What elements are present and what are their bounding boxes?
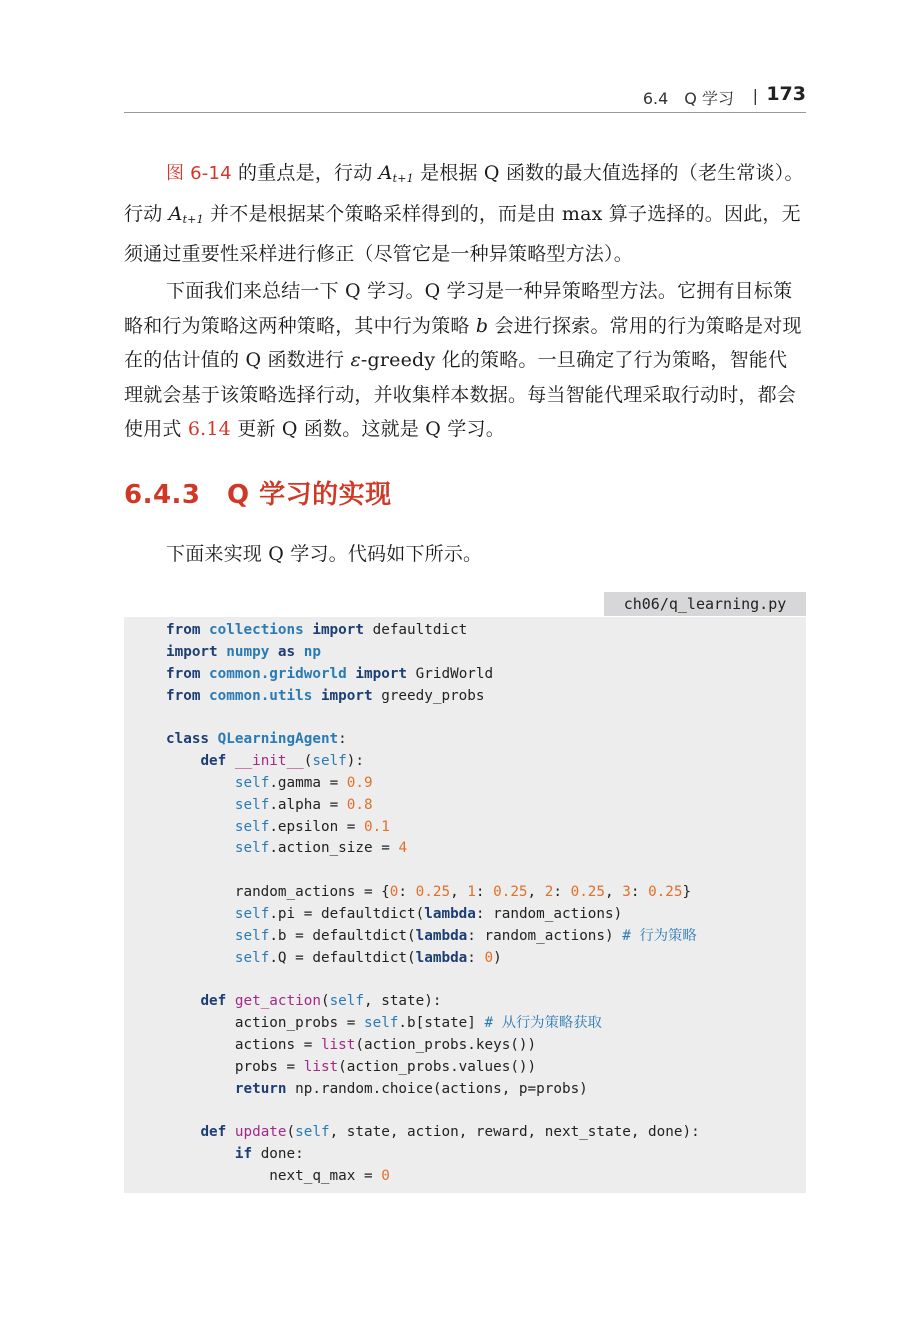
keyword: from — [166, 687, 201, 704]
self-token: self — [295, 1124, 330, 1141]
self-token: self — [234, 796, 270, 813]
math-subscript: t+1 — [182, 212, 204, 226]
code-text: , — [527, 884, 545, 901]
number-literal: 0.25 — [493, 884, 528, 901]
code-text: : — [630, 884, 649, 901]
text: 更新 Q 函数。这就是 Q 学习。 — [230, 418, 505, 440]
header-section-title: 6.4 Q 学习 — [642, 89, 734, 108]
code-line — [166, 775, 373, 791]
code-text: .epsilon = — [269, 818, 364, 835]
figure-reference-link[interactable]: 图 6-14 — [166, 163, 232, 184]
paragraph-2 — [124, 274, 806, 447]
number-literal: 0 — [389, 884, 399, 901]
code-text — [166, 928, 235, 944]
code-line — [166, 731, 347, 747]
function-name: list — [320, 1037, 356, 1054]
code-text: ( — [320, 993, 330, 1010]
code-text — [166, 950, 235, 966]
code-text — [312, 688, 321, 704]
function-name: update — [234, 1124, 287, 1141]
code-text — [200, 666, 209, 682]
text: 并不是根据某个策略采样得到的，而是由 max 算子选择的。因此，无须通过重要性采样进行修正（尽管它是一种异策略型方法）。 — [124, 202, 801, 265]
code-text — [166, 840, 235, 856]
code-line — [166, 928, 697, 944]
keyword: return — [234, 1080, 287, 1097]
number-literal: 0.25 — [415, 884, 451, 901]
paragraph-1 — [124, 156, 806, 272]
code-text — [166, 906, 235, 922]
number-literal: 0.9 — [346, 774, 373, 791]
keyword: def — [200, 753, 227, 770]
code-text: probs = — [166, 1058, 304, 1075]
keyword: from — [166, 665, 201, 682]
code-text — [269, 644, 278, 660]
code-text: .pi = defaultdict( — [269, 905, 425, 922]
code-filename-tab: ch06/q_learning.py — [604, 592, 806, 616]
text: 下面我们来总结一下 Q 学习。Q 学习是一种异策略型方法。它拥有目标策略和行为策略这两种策略，其中行为策略 — [124, 280, 793, 337]
code-text — [226, 993, 235, 1009]
code-text — [166, 993, 200, 1009]
self-token: self — [234, 905, 270, 922]
code-text: : random_actions) — [467, 927, 623, 944]
code-text: } — [682, 884, 692, 901]
code-text: GridWorld — [407, 665, 494, 682]
class-name: QLearningAgent — [217, 731, 339, 748]
text: -greedy 化的策略。一旦确定了行为策略，智能代理就会基于该策略选择行动，并收集样本数据。每当智能代理采取行动时，都会使用式 — [124, 349, 797, 440]
code-line — [166, 753, 364, 769]
code-line — [166, 666, 493, 682]
equation-reference-link[interactable]: 6.14 — [187, 418, 231, 440]
module-name: collections — [209, 622, 304, 638]
code-text: .b = defaultdict( — [269, 927, 416, 944]
code-text: .action_size = — [269, 840, 399, 857]
code-text — [166, 1146, 235, 1162]
code-text: : random_actions) — [475, 905, 623, 922]
code-text — [209, 731, 218, 747]
code-line — [166, 1015, 602, 1031]
keyword: lambda — [415, 949, 468, 966]
code-text — [166, 753, 200, 769]
text: 会进行探索。常用的行为策略是对现在的估计值的 Q 函数进行 — [124, 314, 802, 371]
keyword: lambda — [424, 905, 476, 922]
text: 的重点是，行动 — [231, 162, 379, 184]
code-line — [166, 993, 441, 1009]
code-text: .gamma = — [269, 774, 347, 791]
code-text: (action_probs.values()) — [338, 1058, 537, 1075]
code-line — [166, 1081, 588, 1097]
code-text: random_actions = { — [166, 884, 390, 901]
module-name: common.gridworld — [209, 665, 347, 682]
number-literal: 0.8 — [346, 796, 373, 813]
code-text — [166, 1081, 235, 1097]
code-text: ) — [493, 949, 502, 966]
code-text — [295, 644, 304, 660]
math-variable: A — [168, 202, 183, 225]
code-line — [166, 644, 321, 660]
code-text: , state): — [364, 993, 442, 1010]
code-text: , — [450, 884, 468, 901]
code-line — [166, 906, 622, 922]
number-literal: 0.25 — [648, 884, 683, 901]
self-token: self — [312, 753, 347, 770]
code-line — [166, 950, 502, 966]
self-token: self — [234, 818, 270, 835]
module-name: np — [303, 643, 321, 660]
math-subscript: t+1 — [392, 172, 414, 185]
code-text: : — [398, 884, 416, 901]
code-text: np.random.choice(actions, p=probs) — [286, 1080, 588, 1097]
header-separator: | — [752, 86, 758, 105]
code-text — [166, 797, 235, 813]
code-line — [166, 688, 485, 704]
math-variable: b — [475, 314, 489, 337]
code-text — [226, 1124, 235, 1140]
code-text: , — [605, 884, 623, 901]
keyword: def — [200, 993, 227, 1010]
self-token: self — [234, 774, 270, 791]
code-line — [166, 1146, 304, 1162]
intro-paragraph: 下面来实现 Q 学习。代码如下所示。 — [166, 543, 483, 565]
number-literal: 4 — [398, 840, 408, 857]
module-name: common.utils — [209, 687, 313, 704]
code-line — [166, 797, 373, 813]
number-literal: 0.1 — [364, 818, 390, 835]
code-line — [166, 622, 467, 638]
keyword: import — [320, 687, 373, 704]
code-text: next_q_max = — [166, 1168, 382, 1185]
code-line — [166, 1124, 700, 1140]
code-comment: # 行为策略 — [622, 927, 697, 944]
keyword: lambda — [415, 927, 468, 944]
code-text: greedy_probs — [372, 687, 485, 704]
code-line — [166, 1168, 390, 1184]
page-number: 173 — [766, 83, 806, 105]
keyword: as — [277, 643, 296, 660]
code-text: (action_probs.keys()) — [355, 1037, 537, 1054]
code-text: , state, action, reward, next_state, done): — [329, 1124, 700, 1141]
code-comment: # 从行为策略获取 — [484, 1015, 602, 1032]
code-line — [166, 819, 390, 835]
number-literal: 1 — [467, 884, 476, 901]
code-text — [166, 1124, 200, 1140]
number-literal: 3 — [622, 884, 631, 901]
keyword: if — [234, 1146, 253, 1163]
code-text: : — [467, 949, 485, 966]
code-line — [166, 1059, 536, 1075]
code-text: .b[state] — [398, 1015, 485, 1032]
code-text — [200, 622, 209, 638]
keyword: import — [166, 643, 218, 660]
number-literal: 2 — [544, 884, 554, 901]
function-name: get_action — [234, 993, 321, 1010]
code-text: ): — [346, 753, 365, 770]
function-name: __init__ — [234, 753, 304, 770]
function-name: list — [303, 1058, 339, 1075]
code-text: done: — [252, 1146, 304, 1163]
code-text: : — [553, 884, 571, 901]
keyword: def — [200, 1124, 227, 1141]
code-text: action_probs = — [166, 1015, 364, 1032]
code-text — [226, 753, 235, 769]
text: 是根据 Q 函数的最大值选择的（老生常谈）。行动 — [124, 162, 804, 225]
number-literal: 0 — [484, 949, 494, 966]
code-text: ( — [286, 1124, 296, 1141]
code-text — [218, 644, 227, 660]
self-token: self — [329, 993, 364, 1010]
module-name: numpy — [226, 643, 270, 660]
code-text: actions = — [166, 1037, 321, 1054]
self-token: self — [363, 1015, 399, 1032]
math-variable: A — [378, 162, 393, 184]
code-text — [166, 819, 235, 835]
section-heading: 6.4.3 Q 学习的实现 — [124, 480, 392, 510]
self-token: self — [234, 840, 270, 857]
code-text: defaultdict — [364, 622, 468, 638]
code-text — [166, 775, 235, 791]
keyword: import — [355, 665, 408, 682]
self-token: self — [234, 949, 270, 966]
code-text: : — [338, 731, 347, 748]
self-token: self — [234, 927, 270, 944]
code-text — [200, 688, 209, 704]
code-line — [166, 1037, 536, 1053]
code-line — [166, 840, 407, 856]
code-text: : — [475, 884, 494, 901]
running-header — [124, 80, 806, 113]
keyword: from — [166, 622, 201, 638]
code-line — [166, 884, 691, 900]
keyword: import — [312, 622, 364, 638]
code-text: .alpha = — [269, 796, 347, 813]
code-listing — [166, 620, 700, 1188]
code-text: ( — [303, 753, 313, 770]
number-literal: 0.25 — [570, 884, 606, 901]
keyword: class — [166, 731, 210, 748]
code-text: .Q = defaultdict( — [269, 949, 416, 966]
math-variable: ε — [350, 349, 361, 371]
number-literal: 0 — [381, 1168, 390, 1185]
